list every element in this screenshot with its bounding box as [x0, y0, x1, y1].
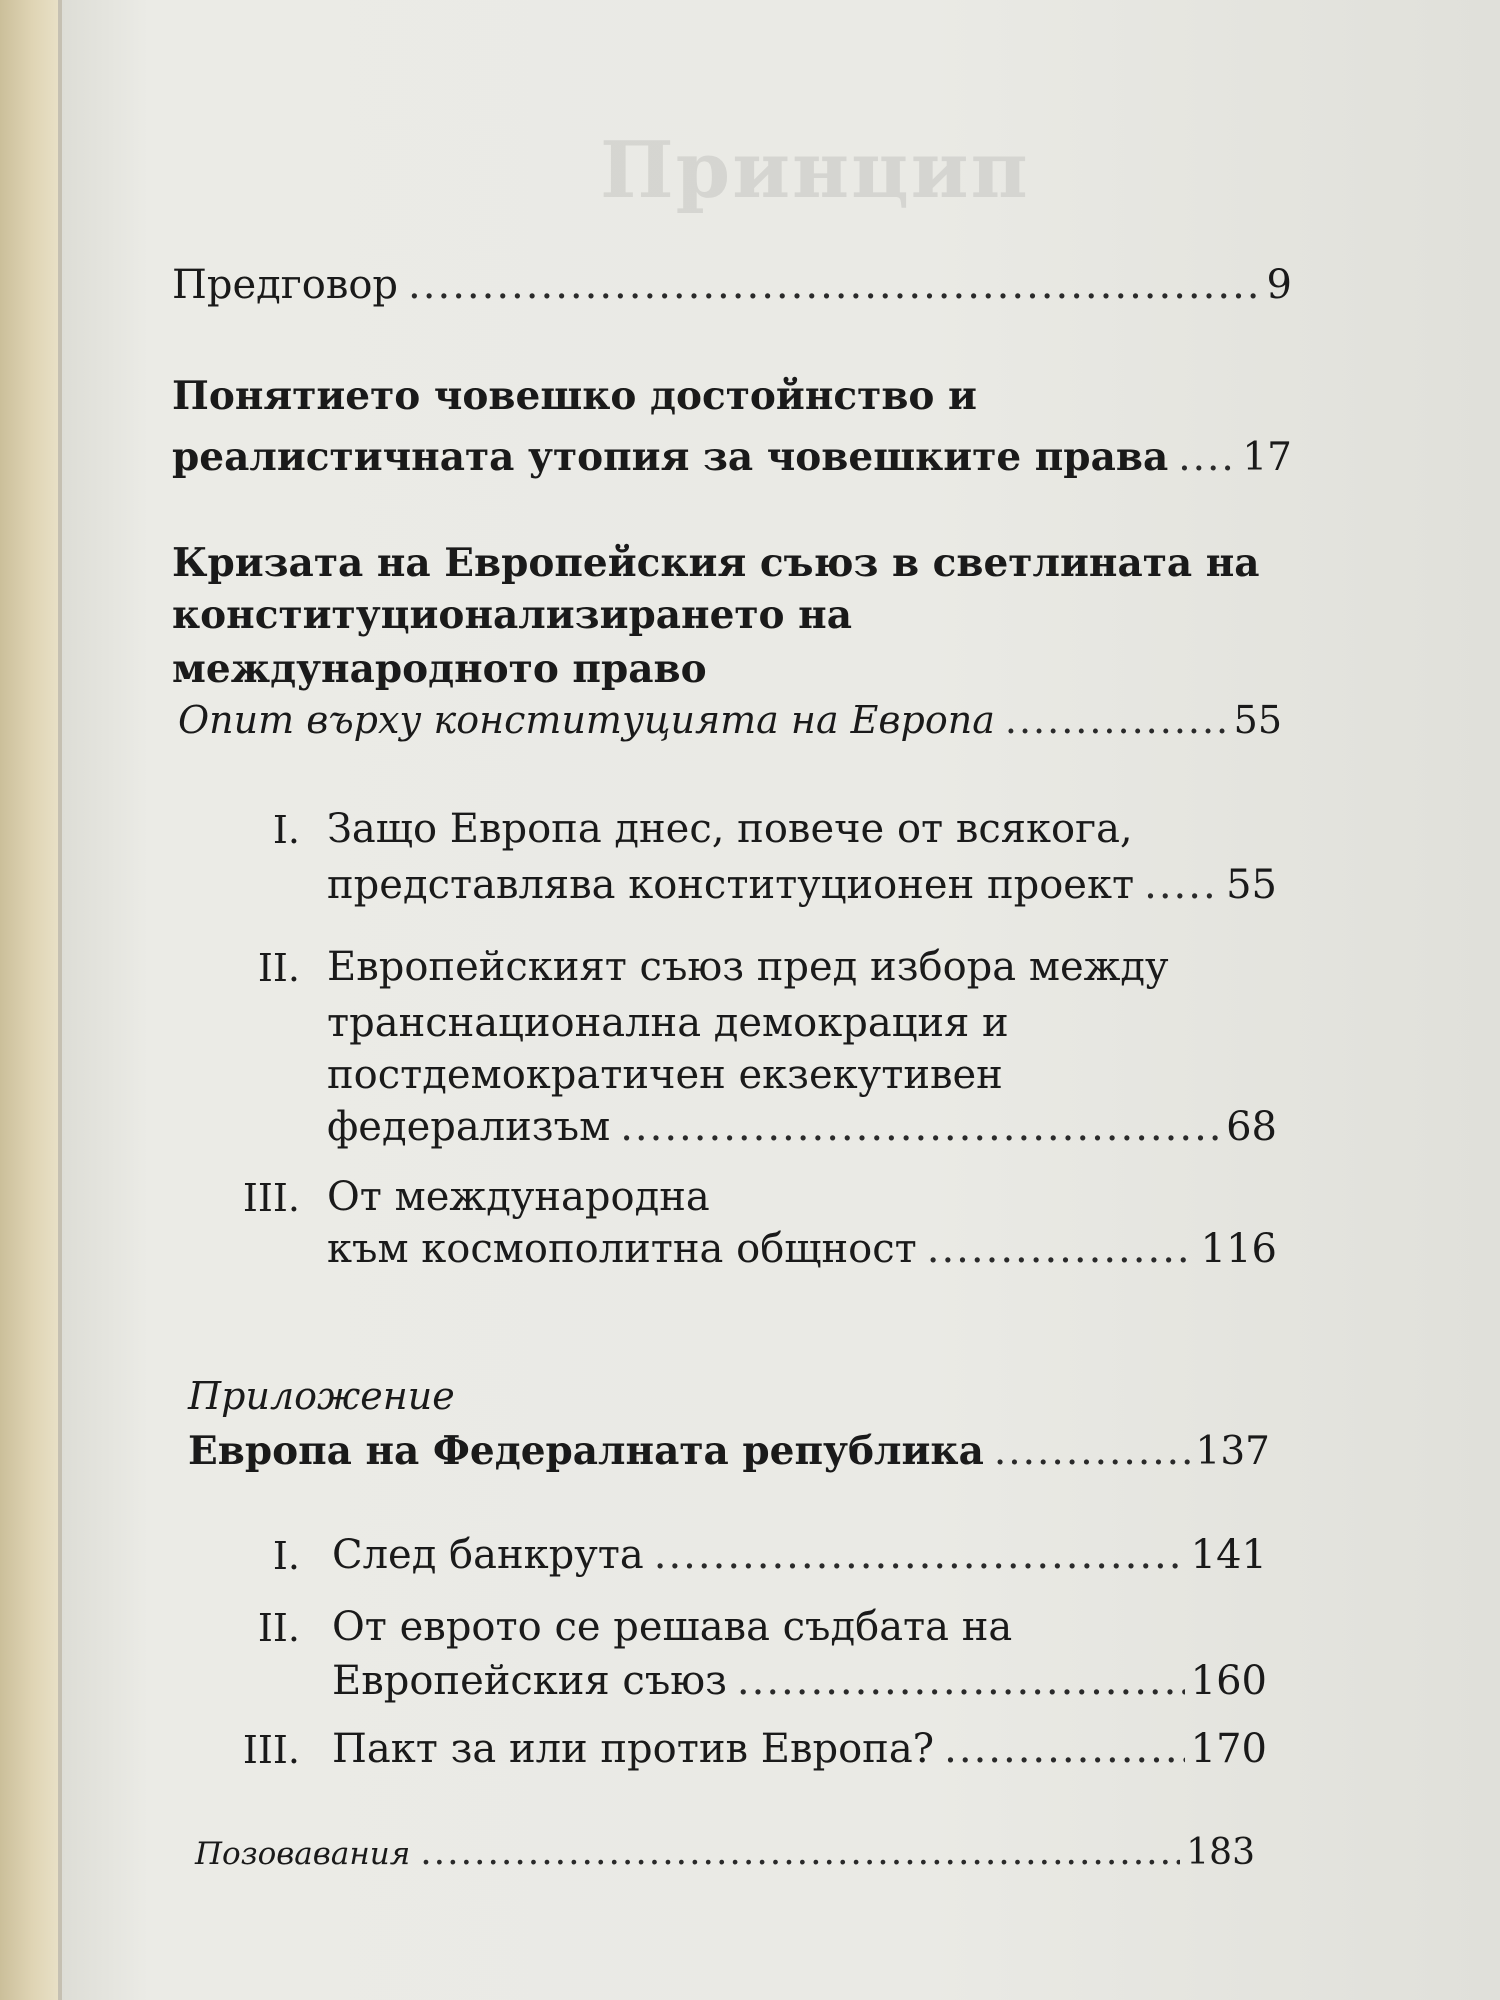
section-number: I. [272, 808, 300, 852]
toc-section-line: От еврото се решава съдбата на [332, 1604, 1013, 1650]
toc-entry-appendix [188, 1428, 1270, 1474]
toc-entry-label: Европейския съюз [332, 1658, 727, 1704]
toc-entry-references [195, 1832, 1255, 1873]
dot-leader [927, 1226, 1195, 1272]
dot-leader [420, 1832, 1180, 1873]
toc-entry-label: представлява конституционен проект [327, 862, 1135, 908]
toc-section-line: От международна [327, 1174, 710, 1220]
toc-entry-essay1 [172, 434, 1292, 480]
page-number: 137 [1195, 1429, 1270, 1474]
dot-leader [994, 1429, 1190, 1474]
toc-entry-label: към космополитна общност [327, 1226, 917, 1272]
toc-entry-section [327, 862, 1277, 908]
section-number: II. [257, 1606, 300, 1650]
dot-leader [1144, 862, 1220, 908]
toc-entry-label: След банкрута [332, 1532, 644, 1578]
section-number: I. [272, 1534, 300, 1578]
dot-leader [408, 262, 1261, 308]
section-number: III. [242, 1728, 300, 1772]
bleed-through-title: Принцип [600, 125, 1030, 216]
page-number: 116 [1200, 1226, 1277, 1272]
toc-entry-section [327, 1104, 1277, 1150]
section-number: III. [242, 1176, 300, 1220]
toc-entry-section [332, 1532, 1267, 1578]
toc-entry-label: федерализъм [327, 1104, 611, 1150]
dot-leader [620, 1104, 1220, 1150]
toc-section-line: Защо Европа днес, повече от всякога, [327, 806, 1133, 852]
toc-entry-essay2-subtitle [178, 698, 1282, 742]
page-number: 55 [1233, 698, 1282, 742]
toc-entry-label: Пакт за или против Европа? [332, 1726, 935, 1772]
dot-leader [1178, 435, 1236, 480]
page-number: 9 [1266, 262, 1292, 308]
dot-leader [944, 1726, 1185, 1772]
page-number: 68 [1226, 1104, 1277, 1150]
toc-entry-label: Предговор [172, 262, 399, 308]
toc-essay2-title-line2: конституционализирането на [172, 592, 852, 638]
dot-leader [737, 1658, 1185, 1704]
toc-essay1-title-line1: Понятието човешко достойнство и [172, 373, 977, 419]
dot-leader [654, 1532, 1185, 1578]
toc-entry-label: Опит върху конституцията на Европа [178, 698, 995, 742]
toc-section-line: Европейският съюз пред избора между [327, 944, 1169, 990]
dot-leader [1005, 698, 1228, 742]
toc-entry-label: реалистичната утопия за човешките права [172, 434, 1169, 480]
page-number: 160 [1190, 1658, 1267, 1704]
toc-entry-section [327, 1226, 1277, 1272]
toc-essay2-title-line3: международното право [172, 646, 707, 692]
section-number: II. [257, 946, 300, 990]
page-number: 55 [1226, 862, 1277, 908]
page-number: 170 [1190, 1726, 1267, 1772]
page-number: 141 [1190, 1532, 1267, 1578]
toc-essay2-title-line1: Кризата на Европейския съюз в светлината на [172, 540, 1260, 586]
toc-entry-preface [172, 262, 1292, 308]
toc-entry-section [332, 1726, 1267, 1772]
page-number: 17 [1242, 435, 1292, 480]
toc-section-line: постдемократичен екзекутивен [327, 1052, 1003, 1098]
toc-section-line: транснационална демокрация и [327, 1000, 1009, 1046]
toc-entry-label: Позовавания [195, 1836, 411, 1872]
toc-entry-section [332, 1658, 1267, 1704]
appendix-label: Приложение [188, 1374, 455, 1418]
toc-entry-label: Европа на Федералната република [188, 1428, 984, 1474]
page-number: 183 [1186, 1832, 1255, 1873]
